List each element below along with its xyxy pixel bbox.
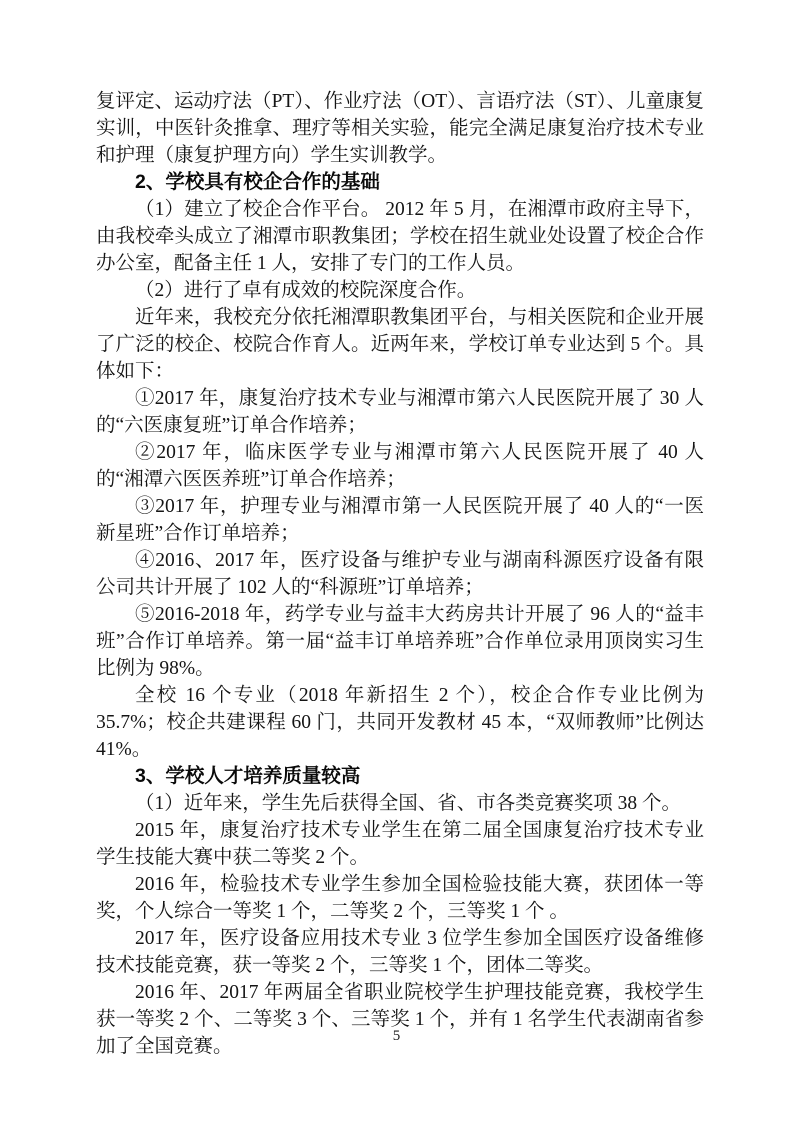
paragraph-continuation: 复评定、运动疗法（PT）、作业疗法（OT）、言语疗法（ST）、儿童康复实训，中医针灸推拿、理疗等相关实验，能完全满足康复治疗技术专业和护理（康复护理方向）学生实训教学。 <box>96 91 704 166</box>
section-heading-2: 2、学校具有校企合作的基础 <box>135 171 380 193</box>
paragraph-order-item-2: ②2017 年，临床医学专业与湘潭市第六人民医院开展了 40 人的“湘潭六医医养班”订单合作培养； <box>96 442 704 490</box>
paragraph: （1）建立了校企合作平台。 2012 年 5 月，在湘潭市政府主导下，由我校牵头成立了湘潭市职教集团；学校在招生就业处设置了校企合作办公室，配备主任 1 人，安排了专门的工作人员。 <box>96 199 704 274</box>
document-content <box>96 88 704 1060</box>
paragraph: （1）近年来，学生先后获得全国、省、市各类竞赛奖项 38 个。 <box>135 793 682 814</box>
paragraph: 2016 年，检验技术专业学生参加全国检验技能大赛，获团体一等奖，个人综合一等奖 1 个，二等奖 2 个，三等奖 1 个 。 <box>96 874 704 922</box>
paragraph: 2015 年，康复治疗技术专业学生在第二届全国康复治疗技术专业学生技能大赛中获二等奖 2 个。 <box>96 820 704 868</box>
paragraph-order-item-4: ④2016、2017 年，医疗设备与维护专业与湖南科源医疗设备有限公司共计开展了 102 人的“科源班”订单培养； <box>96 550 704 598</box>
paragraph: 2016 年、2017 年两届全省职业院校学生护理技能竞赛，我校学生获一等奖 2 个、二等奖 3 个、三等奖 1 个，并有 1 名学生代表湖南省参加了全国竞赛。 <box>96 982 704 1057</box>
paragraph: （2）进行了卓有成效的校院深度合作。 <box>135 280 477 301</box>
paragraph: 全校 16 个专业（2018 年新招生 2 个），校企合作专业比例为 35.7%；校企共建课程 60 门，共同开发教材 45 本，“双师教师”比例达 41%。 <box>96 685 704 760</box>
paragraph-order-item-5: ⑤2016-2018 年，药学专业与益丰大药房共计开展了 96 人的“益丰班”合作订单培养。第一届“益丰订单培养班”合作单位录用顶岗实习生比例为 98%。 <box>96 604 704 679</box>
page-number: 5 <box>392 1028 401 1044</box>
paragraph-order-item-1: ①2017 年，康复治疗技术专业与湘潭市第六人民医院开展了 30 人的“六医康复班”订单合作培养； <box>96 388 704 436</box>
paragraph: 近年来，我校充分依托湘潭职教集团平台，与相关医院和企业开展了广泛的校企、校院合作育人。近两年来，学校订单专业达到 5 个。具体如下： <box>96 307 704 382</box>
paragraph-order-item-3: ③2017 年，护理专业与湘潭市第一人民医院开展了 40 人的“一医新星班”合作订单培养； <box>96 496 704 544</box>
section-heading-3: 3、学校人才培养质量较高 <box>135 765 361 787</box>
paragraph: 2017 年，医疗设备应用技术专业 3 位学生参加全国医疗设备维修技术技能竞赛，获一等奖 2 个，三等奖 1 个，团体二等奖。 <box>96 928 704 976</box>
